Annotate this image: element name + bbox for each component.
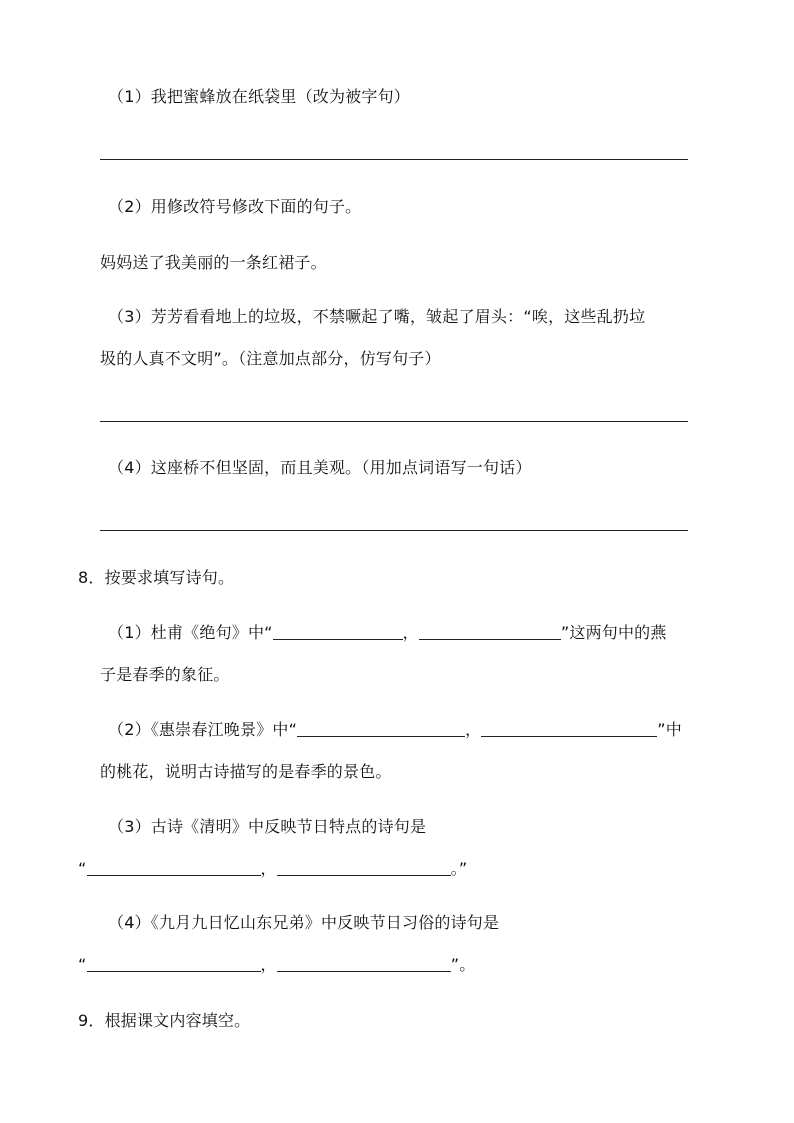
q8-part-4-line-1: （4）《九月九日忆山东兄弟》中反映节日习俗的诗句是 [108, 913, 500, 932]
q7-item-4: （4）这座桥不但坚固，而且美观。（用加点词语写一句话） [108, 458, 532, 477]
q8-part-1-line-1 [108, 622, 667, 644]
q7-item-3-line-1: （3）芳芳看看地上的垃圾，不禁噘起了嘴，皱起了眉头：“唉，这些乱扔垃 [108, 307, 646, 326]
q8-part-3-separator: ， [260, 859, 277, 878]
q8-part-2-prefix: （2）《惠崇春江晚景》中“ [108, 720, 298, 739]
q8-part-1-prefix: （1）杜甫《绝句》中“ [108, 623, 273, 642]
q8-part-3-blank-2[interactable] [277, 859, 451, 876]
q8-part-1-blank-2[interactable] [419, 623, 561, 640]
q8-part-3-blank-1[interactable] [87, 859, 261, 876]
q8-part-2-suffix: ”中 [657, 720, 682, 739]
q8-part-3-line-2 [78, 858, 467, 880]
q8-part-3-line-1: （3）古诗《清明》中反映节日特点的诗句是 [108, 817, 427, 836]
q7-item-3-line-2: 圾的人真不文明”。（注意加点部分，仿写句子） [100, 349, 441, 368]
q8-part-1-separator: ， [402, 623, 419, 642]
q8-part-2-blank-1[interactable] [297, 720, 465, 737]
q7-item-4-answer-line[interactable] [100, 530, 688, 531]
q8-part-4-line-2 [78, 954, 475, 976]
q8-part-4-blank-2[interactable] [277, 955, 451, 972]
q8-part-1-blank-1[interactable] [273, 623, 403, 640]
q8-part-2-line-1 [108, 719, 682, 741]
q8-part-2-blank-2[interactable] [481, 720, 657, 737]
q8-part-4-separator: ， [260, 955, 277, 974]
q8-part-4-close-quote: ”。 [450, 955, 476, 974]
q7-item-2-sentence: 妈妈送了我美丽的一条红裙子。 [100, 253, 327, 272]
q7-item-3-answer-line[interactable] [100, 421, 688, 422]
q8-part-3-open-quote: “ [78, 859, 87, 878]
q8-part-3-close-quote: 。” [450, 859, 468, 878]
q7-item-2: （2）用修改符号修改下面的句子。 [108, 197, 362, 216]
q8-part-1-suffix: ”这两句中的燕 [560, 623, 667, 642]
q8-part-2-line-2: 的桃花，说明古诗描写的是春季的景色。 [100, 762, 392, 781]
q7-item-1-answer-line[interactable] [100, 159, 688, 160]
q8-part-4-blank-1[interactable] [87, 955, 261, 972]
q8-title: 8．按要求填写诗句。 [78, 568, 235, 587]
q8-part-2-separator: ， [465, 720, 482, 739]
q9-title: 9．根据课文内容填空。 [78, 1011, 251, 1030]
q8-part-1-line-2: 子是春季的象征。 [100, 665, 230, 684]
q7-item-1: （1）我把蜜蜂放在纸袋里（改为被字句） [108, 87, 410, 106]
q8-part-4-open-quote: “ [78, 955, 87, 974]
